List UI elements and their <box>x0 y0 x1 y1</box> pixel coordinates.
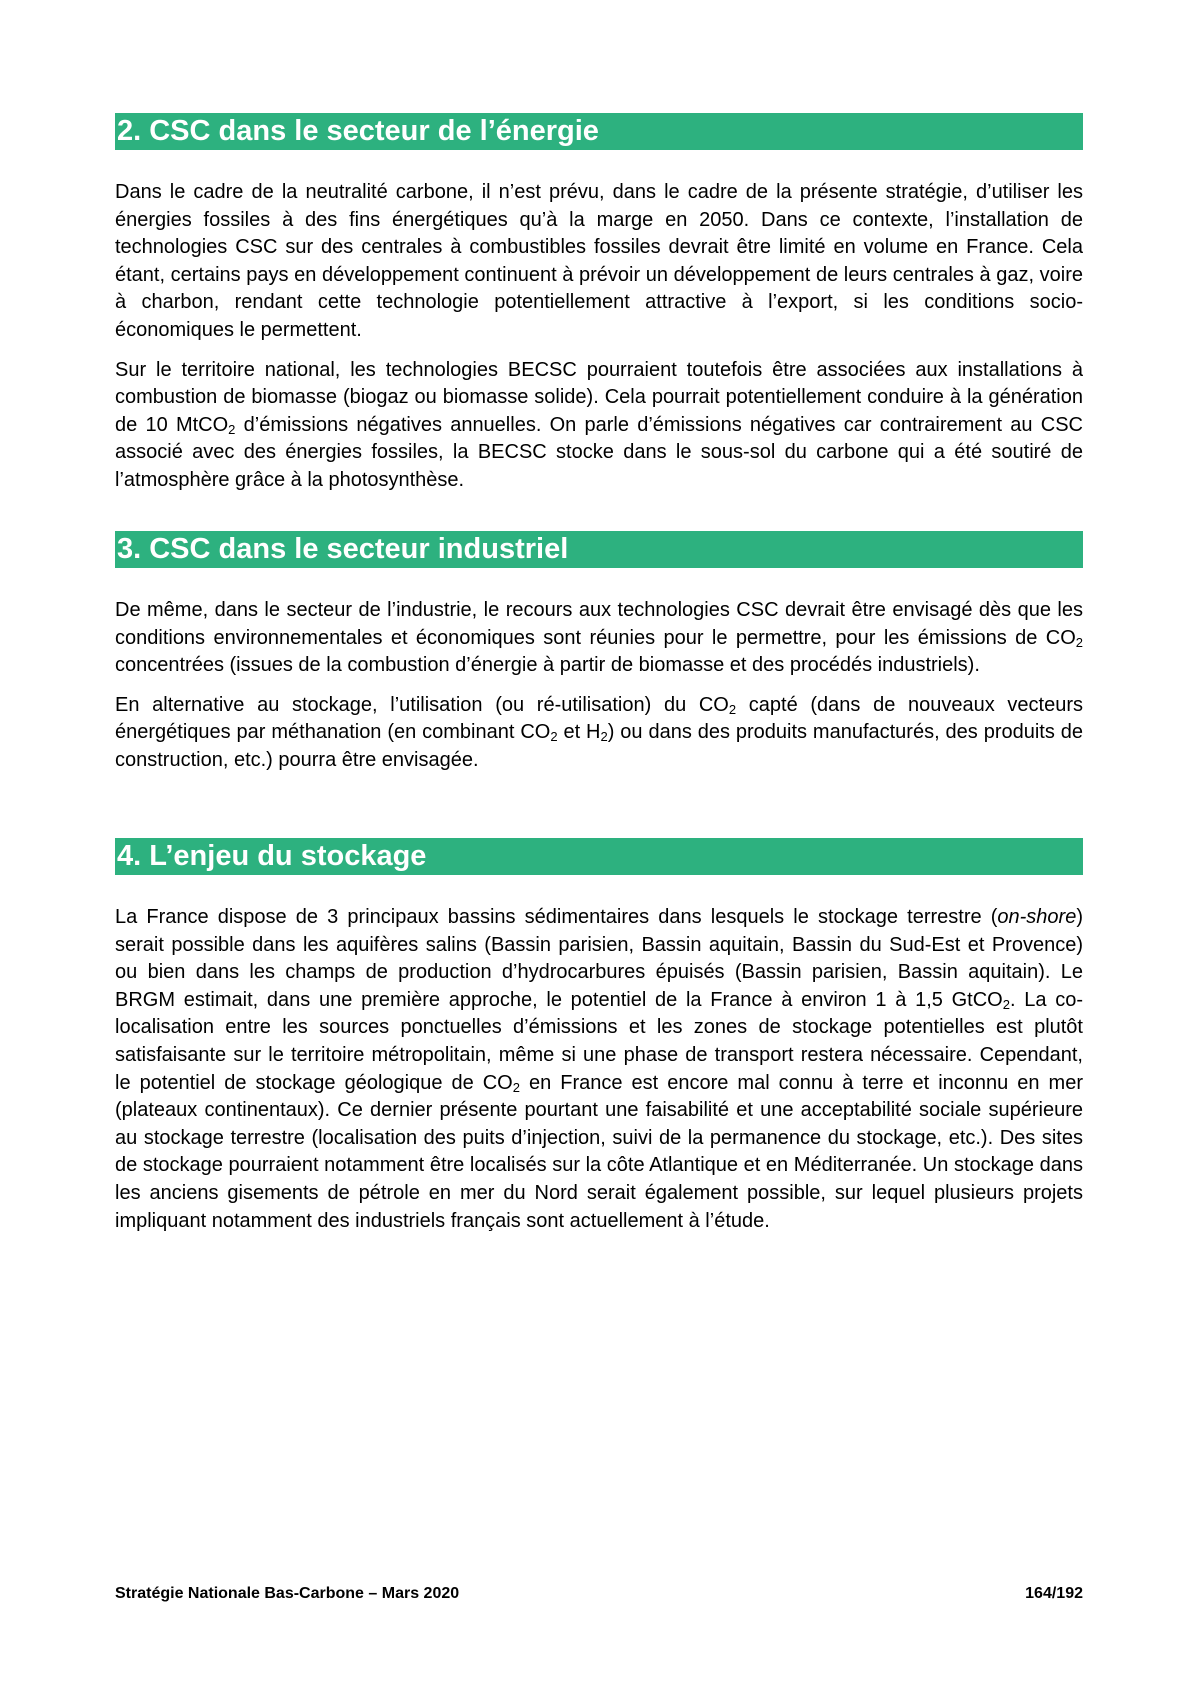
subscript: 2 <box>550 729 558 745</box>
subscript: 2 <box>228 421 236 437</box>
paragraph <box>115 179 1083 345</box>
subscript: 2 <box>1075 634 1083 650</box>
paragraph <box>115 357 1083 495</box>
paragraph <box>115 597 1083 680</box>
section-heading-industriel: 3. CSC dans le secteur industriel <box>115 531 1083 568</box>
paragraph-text: d’émissions négatives annuelles. On parle d’émissions négatives car contrairement au CSC associé avec des énergies fossiles, la BECSC stocke dans le sous-sol du carbone qui a été soutiré de l’atmosphère grâce à la photosynthèse. <box>115 413 1083 491</box>
subscript: 2 <box>600 729 608 745</box>
paragraph-text: concentrées (issues de la combustion d’énergie à partir de biomasse et des procédés industriels). <box>115 654 980 677</box>
paragraph-text: capté (dans de nouveaux vecteurs énergétiques par méthanation (en combinant CO <box>115 693 1083 744</box>
paragraph <box>115 904 1083 1235</box>
footer-title: Stratégie Nationale Bas-Carbone – Mars 2020 <box>115 1585 460 1602</box>
page-number: 164/192 <box>1025 1585 1083 1602</box>
paragraph-text: et H <box>557 721 601 744</box>
paragraph-text: ) ou dans des produits manufacturés, des produits de construction, etc.) pourra être envisagée. <box>115 721 1084 771</box>
paragraph-text: De même, dans le secteur de l’industrie, le recours aux technologies CSC devrait être envisagé dès que les conditions environnementales et économiques sont réunies pour le permettre, pour les émissions de CO <box>115 599 1083 649</box>
section-heading-stockage: 4. L’enjeu du stockage <box>115 838 1083 875</box>
paragraph-text: en France est encore mal connu à terre et inconnu en mer (plateaux continentaux). Ce dernier présente pourtant une faisabilité et une acceptabilité sociale supérieure au stockage terrestre (localisation des puits d’injection, suivi de la permanence du stockage, etc.). Des sites de stockage pourraient notamment être localisés sur la côte Atlantique et en Méditerranée. Un stockage dans les anciens gisements de pétrole en mer du Nord serait également possible, sur lequel plusieurs projets impliquant notamment des industriels français sont actuellement à l’étude. <box>115 1071 1083 1232</box>
paragraph-text: La France dispose de 3 principaux bassins sédimentaires dans lesquels le stockage terrestre ( <box>115 906 998 928</box>
section-heading-energie: 2. CSC dans le secteur de l’énergie <box>115 113 1083 150</box>
paragraph-text: Sur le territoire national, les technologies BECSC pourraient toutefois être associées aux installations à combustion de biomasse (biogaz ou biomasse solide). Cela pourrait potentiellement conduire à la génération de 10 MtCO <box>115 358 1083 436</box>
paragraph-text: En alternative au stockage, l’utilisation (ou ré-utilisation) du CO <box>115 693 729 716</box>
page-footer <box>115 1585 1083 1603</box>
paragraph-text: ) serait possible dans les aquifères salins (Bassin parisien, Bassin aquitain, Bassin du Sud-Est et Provence) ou bien dans les champs de production d’hydrocarbures épuisés (Bassin parisien, Bassin aquitain). Le BRGM estimait, dans une première approche, le potentiel de la France à environ 1 à 1,5 GtCO <box>115 906 1083 1011</box>
paragraph-text: Dans le cadre de la neutralité carbone, il n’est prévu, dans le cadre de la présente stratégie, d’utiliser les énergies fossiles à des fins énergétiques qu’à la marge en 2050. Dans ce contexte, l’installation de technologies CSC sur des centrales à combustibles fossiles devrait être limité en volume en France. Cela étant, certains pays en développement continuent à prévoir un développement de leurs centrales à gaz, voire à charbon, rendant cette technologie potentiellement attractive à l’export, si les conditions socio-économiques le permettent. <box>115 181 1083 341</box>
subscript: 2 <box>512 1079 520 1095</box>
paragraph-text: . La co-localisation entre les sources ponctuelles d’émissions et les zones de stockage potentielles est plutôt satisfaisante sur le territoire métropolitain, même si une phase de transport restera nécessaire. Cependant, le potentiel de stockage géologique de CO <box>115 988 1083 1094</box>
italic-term: on-shore <box>997 906 1077 928</box>
subscript: 2 <box>728 701 737 717</box>
paragraph <box>115 692 1083 775</box>
subscript: 2 <box>1002 996 1010 1012</box>
